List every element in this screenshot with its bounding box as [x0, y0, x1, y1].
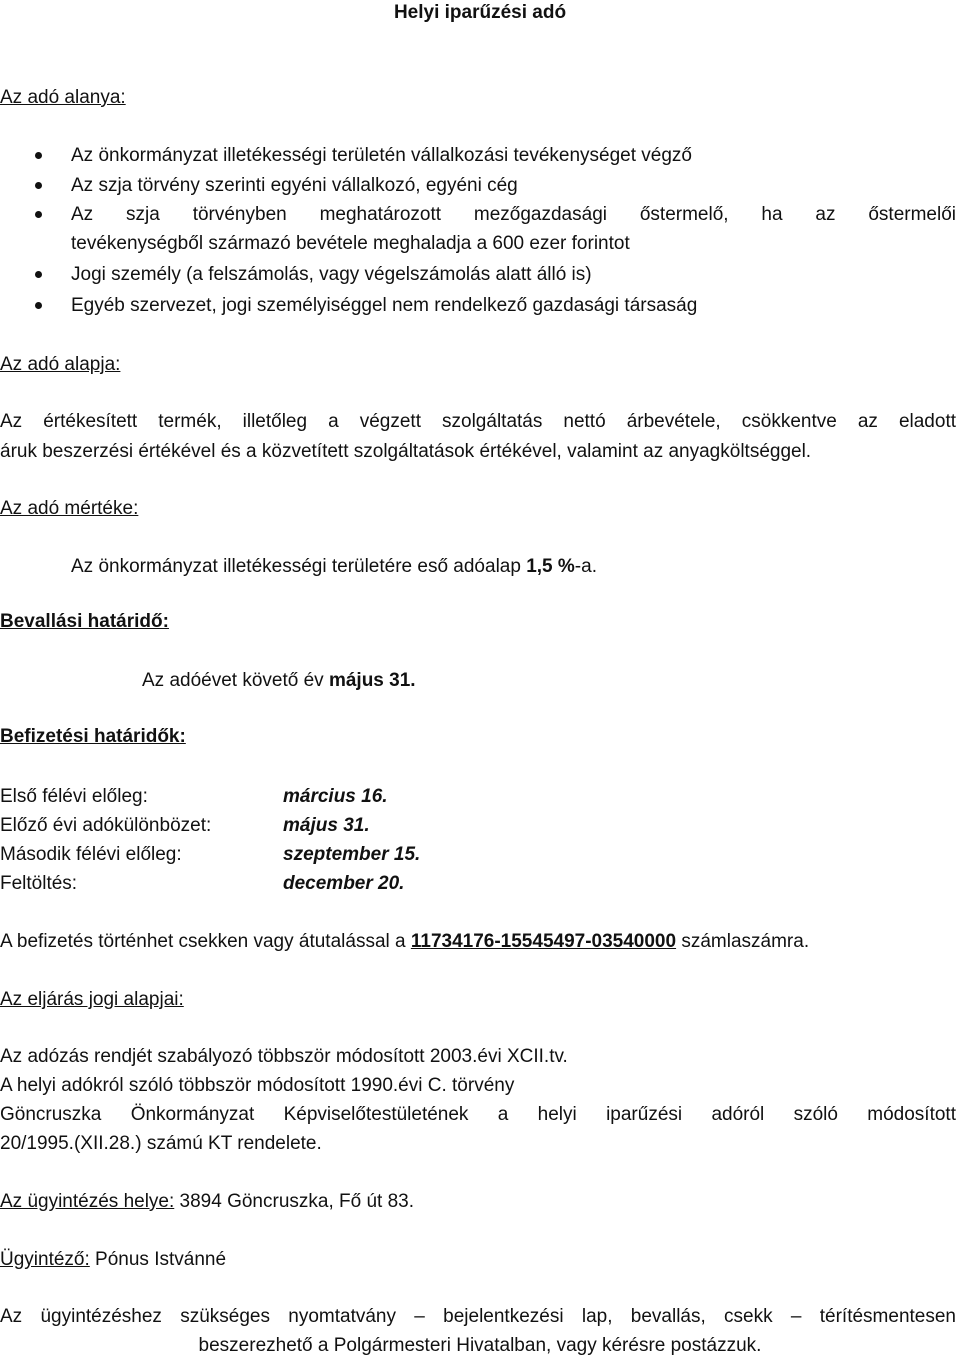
officer-value: Pónus Istvánné: [89, 1249, 227, 1270]
deadline-label: Előző évi adókülönbözet:: [0, 815, 212, 836]
deadline-date: szeptember 15.: [283, 844, 421, 865]
filing-date: május 31.: [328, 670, 416, 691]
deadline-date: május 31.: [283, 815, 370, 836]
rate-text-before: Az önkormányzat illetékességi területére eső adóalap: [71, 556, 527, 577]
legal-line: 20/1995.(XII.28.) számú KT rendelete.: [0, 1133, 322, 1154]
subject-item: Jogi személy (a felszámolás, vagy végelszámolás alatt álló is): [71, 264, 592, 285]
account-number: 11734176-15545497-03540000: [410, 931, 677, 952]
subject-item: Az szja törvény szerinti egyéni vállalkozó, egyéni cég: [71, 175, 518, 196]
subject-item: Az szja törvényben meghatározott mezőgazdasági őstermelő, ha az őstermelői: [71, 204, 956, 225]
legal-line: Göncruszka Önkormányzat Képviselőtestületének a helyi iparűzési adóról szóló módosított: [0, 1104, 956, 1125]
subject-heading: Az adó alanya:: [0, 87, 126, 108]
filing-text-before: Az adóévet követő év: [142, 670, 329, 691]
deadline-label: Feltöltés:: [0, 873, 78, 894]
rate-text-after: -a.: [574, 556, 597, 577]
filing-heading: Bevallási határidő:: [0, 611, 169, 632]
account-text-after: számlaszámra.: [676, 931, 810, 952]
base-text-line: Az értékesített termék, illetőleg a végzett szolgáltatás nettó árbevétele, csökkentve az eladott: [0, 411, 956, 432]
base-heading: Az adó alapja:: [0, 354, 121, 375]
place-value: 3894 Göncruszka, Fő út 83.: [174, 1191, 415, 1212]
bullet-dot: [35, 271, 42, 278]
account-text-before: A befizetés történhet csekken vagy átutalással a: [0, 931, 411, 952]
place-line: [0, 1187, 414, 1216]
place-label: Az ügyintézés helye:: [0, 1191, 175, 1212]
rate-text: [71, 552, 597, 581]
account-line: [0, 927, 809, 956]
forms-line: beszerezhető a Polgármesteri Hivatalban, vagy kérésre postázzuk.: [198, 1335, 762, 1356]
subject-item-continuation: tevékenységből származó bevétele meghaladja a 600 ezer forintot: [71, 233, 630, 254]
payment-heading: Befizetési határidők:: [0, 726, 186, 747]
bullet-dot: [35, 152, 42, 159]
rate-heading: Az adó mértéke:: [0, 498, 139, 519]
filing-text: [142, 666, 416, 695]
legal-line: A helyi adókról szóló többször módosított 1990.évi C. törvény: [0, 1075, 515, 1096]
deadline-date: december 20.: [283, 873, 405, 894]
deadline-label: Első félévi előleg:: [0, 786, 148, 807]
forms-line: Az ügyintézéshez szükséges nyomtatvány – bejelentkezési lap, bevallás, csekk – térítésmentesen: [0, 1306, 956, 1327]
officer-line: [0, 1245, 226, 1274]
bullet-dot: [35, 302, 42, 309]
base-text-line: áruk beszerzési értékével és a közvetített szolgáltatások értékével, valamint az anyagköltséggel.: [0, 441, 812, 462]
legal-line: Az adózás rendjét szabályozó többször módosított 2003.évi XCII.tv.: [0, 1046, 568, 1067]
rate-value: 1,5 %: [526, 556, 575, 577]
bullet-dot: [35, 182, 42, 189]
deadline-label: Második félévi előleg:: [0, 844, 182, 865]
subject-item: Az önkormányzat illetékességi területén vállalkozási tevékenységet végző: [71, 145, 692, 166]
bullet-dot: [35, 211, 42, 218]
document-title: Helyi iparűzési adó: [393, 2, 567, 23]
subject-item: Egyéb szervezet, jogi személyiséggel nem rendelkező gazdasági társaság: [71, 295, 698, 316]
deadline-date: március 16.: [283, 786, 388, 807]
officer-label: Ügyintéző:: [0, 1249, 90, 1270]
legal-heading: Az eljárás jogi alapjai:: [0, 989, 184, 1010]
